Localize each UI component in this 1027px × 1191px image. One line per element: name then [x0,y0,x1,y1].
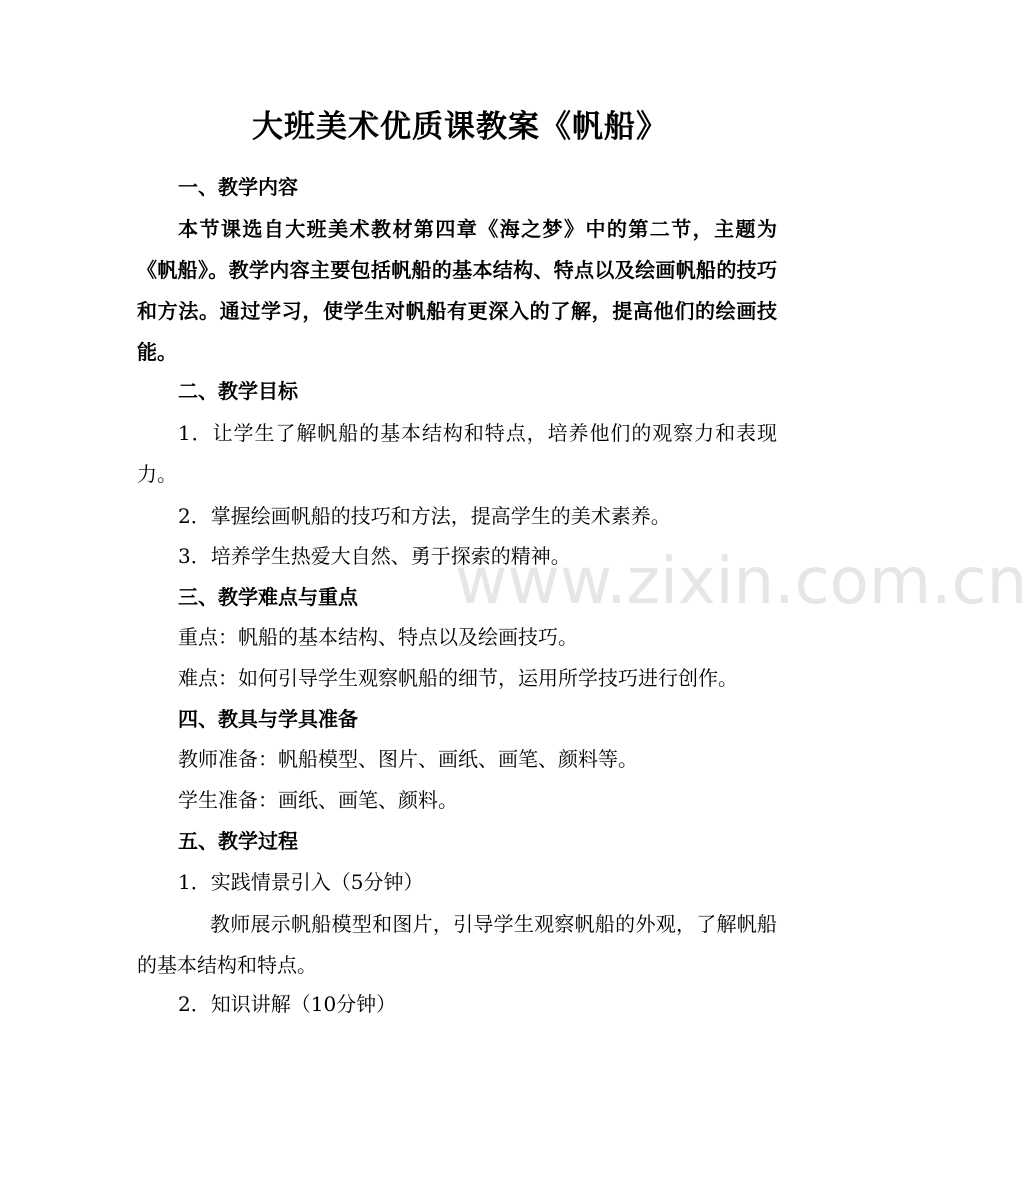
section-heading-process: 五、教学过程 [178,829,298,853]
student-materials-text: 学生准备：画纸、画笔、颜料。 [178,788,458,812]
section-heading-objectives: 二、教学目标 [178,379,298,403]
section-heading-materials: 四、教具与学具准备 [178,707,358,731]
process-step-2: 2．知识讲解（10分钟） [178,992,397,1016]
section-heading-content: 一、教学内容 [178,175,298,199]
process-step-1-body: 教师展示帆船模型和图片，引导学生观察帆船的外观，了解帆船的基本结构和特点。 [137,912,777,977]
key-point-text: 重点：帆船的基本结构、特点以及绘画技巧。 [178,625,578,649]
document-title: 大班美术优质课教案《帆船》 [252,109,668,145]
teacher-materials-text: 教师准备：帆船模型、图片、画纸、画笔、颜料等。 [178,747,638,771]
objective-item-2: 2．掌握绘画帆船的技巧和方法，提高学生的美术素养。 [178,504,671,528]
section-body-content: 本节课选自大班美术教材第四章《海之梦》中的第二节，主题为《帆船》。教学内容主要包括帆船的基本结构、特点以及绘画帆船的技巧和方法。通过学习，使学生对帆船有更深入的了解，提高他们的绘画技能。 [137,217,777,364]
section-heading-key-points: 三、教学难点与重点 [178,585,358,609]
objective-item-1: 1．让学生了解帆船的基本结构和特点，培养他们的观察力和表现力。 [137,421,777,486]
process-step-1: 1．实践情景引入（5分钟） [178,870,424,894]
difficult-point-text: 难点：如何引导学生观察帆船的细节，运用所学技巧进行创作。 [178,666,738,690]
watermark: www.zixin.com.cn [455,545,1027,619]
objective-item-3: 3．培养学生热爱大自然、勇于探索的精神。 [178,544,571,568]
